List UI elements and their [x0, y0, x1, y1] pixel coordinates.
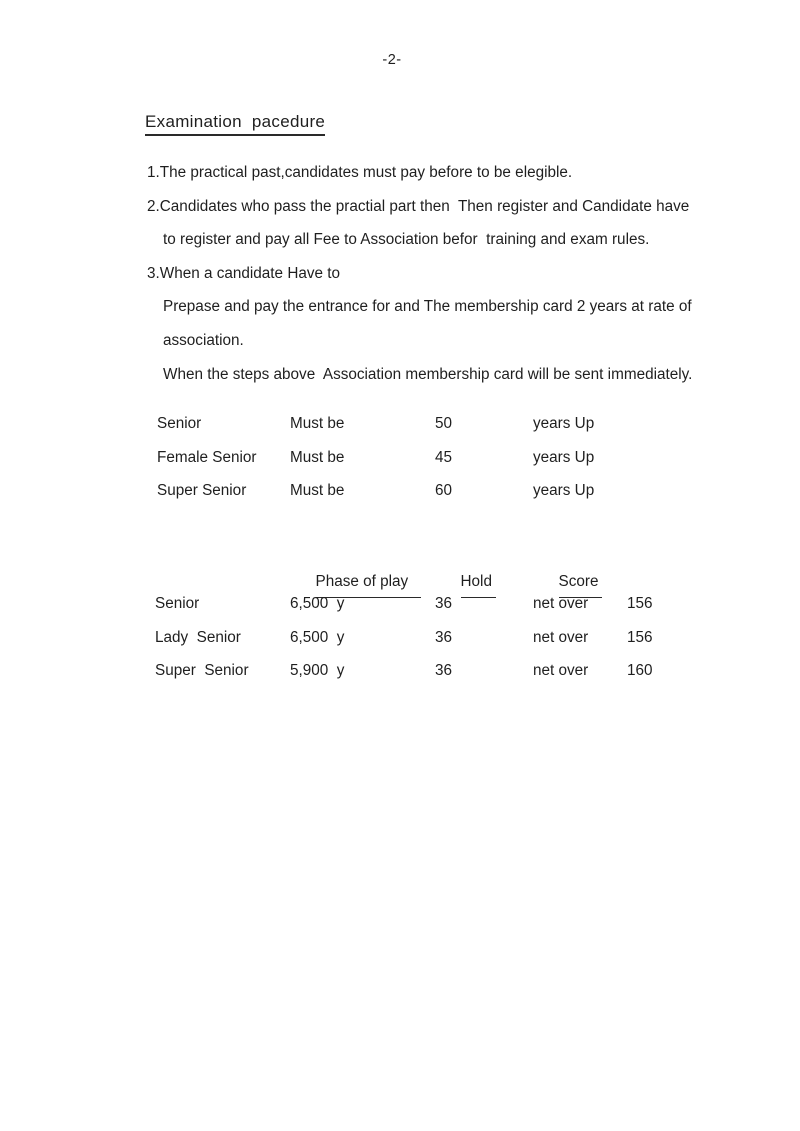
procedure-item-1: 1.The practical past,candidates must pay before to be elegible.: [147, 164, 573, 181]
age-requirements-table: [157, 407, 594, 508]
age-row-condition: Must be: [290, 482, 345, 499]
play-row-score-label: net over: [533, 628, 589, 646]
play-row-hold: 36: [435, 662, 453, 679]
play-row-score: 156: [627, 595, 653, 612]
play-row-category: Senior: [155, 595, 200, 612]
age-row-unit: years Up: [533, 415, 595, 432]
procedure-note: When the steps above Association membership card will be sent immediately.: [163, 365, 693, 383]
play-row-category: Super Senior: [155, 662, 249, 679]
procedure-item-3: 3.When a candidate Have to: [147, 264, 341, 282]
page-number: -2-: [382, 52, 402, 68]
procedure-item-2-continued: to register and pay all Fee to Association befor training and exam rules.: [163, 231, 650, 249]
play-row-category: Lady Senior: [155, 628, 241, 646]
play-row-hold: 36: [435, 595, 453, 612]
play-row-score: 160: [627, 662, 653, 679]
play-specs-table: [155, 587, 653, 688]
procedure-item-3-continued-1: Prepase and pay the entrance for and The membership card 2 years at rate of: [163, 298, 692, 316]
age-row-condition: Must be: [290, 415, 345, 432]
age-row-category: Female Senior: [157, 448, 257, 466]
age-row-age: 45: [435, 448, 453, 466]
header-hold-text: Hold: [461, 570, 496, 598]
age-row-age: 50: [435, 415, 453, 432]
play-row-phase: 5,900 y: [290, 662, 345, 679]
play-row-score-label: net over: [533, 662, 589, 679]
play-row-score: 156: [627, 628, 653, 646]
section-heading: [145, 112, 325, 136]
header-score-text: Score: [559, 570, 603, 598]
play-row-phase: 6,500 y: [290, 595, 345, 612]
procedure-item-3-continued-2: association.: [163, 331, 244, 349]
header-phase-of-play-text: Phase of play: [316, 570, 422, 598]
age-row-category: Super Senior: [157, 482, 247, 499]
play-row-phase: 6,500 y: [290, 628, 345, 646]
age-row-unit: years Up: [533, 482, 595, 499]
age-row-category: Senior: [157, 415, 202, 432]
play-row-hold: 36: [435, 628, 453, 646]
age-row-condition: Must be: [290, 448, 345, 466]
procedure-list: [147, 156, 767, 391]
age-row-unit: years Up: [533, 448, 595, 466]
procedure-item-2: 2.Candidates who pass the practial part then Then register and Candidate have: [147, 197, 690, 215]
age-row-age: 60: [435, 482, 453, 499]
section-heading-text: Examination pacedure: [145, 112, 325, 136]
play-row-score-label: net over: [533, 595, 589, 612]
